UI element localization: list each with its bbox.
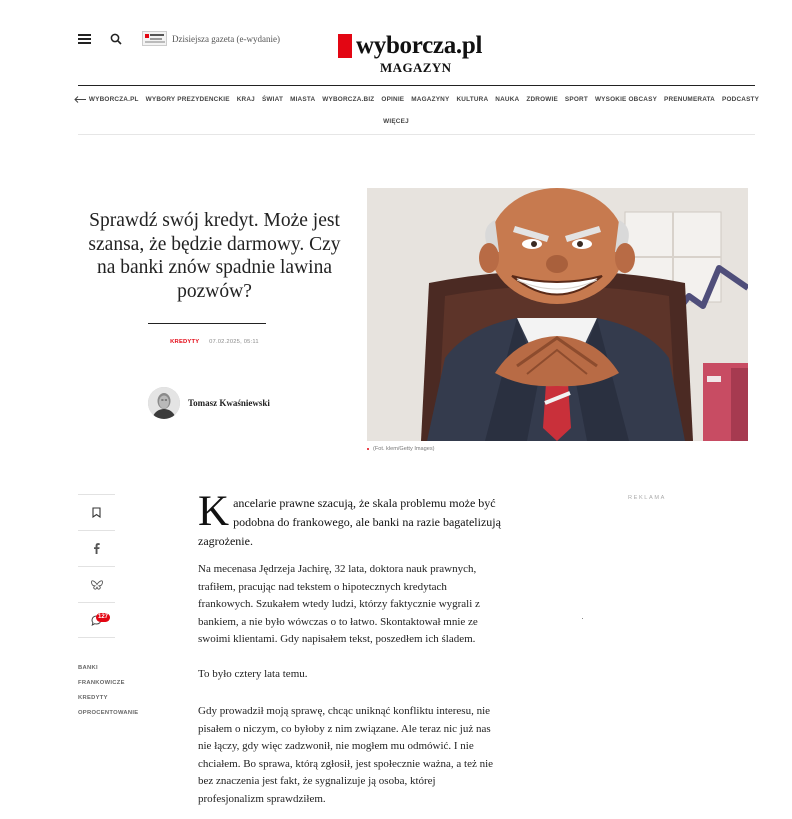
bluesky-share-button[interactable]: [78, 566, 115, 602]
nav-item[interactable]: PODCASTY: [722, 95, 760, 103]
tag-link[interactable]: FRANKOWICZE: [78, 680, 125, 686]
logo-text: wyborcza.pl: [356, 32, 483, 59]
nav-item[interactable]: SPORT: [564, 95, 588, 103]
ad-slot: [582, 618, 583, 619]
author-link[interactable]: [148, 387, 270, 419]
search-icon[interactable]: [110, 33, 122, 45]
main-nav: [78, 93, 760, 105]
section-name: MAGAZYN: [380, 60, 452, 75]
header-divider: [78, 85, 755, 86]
nav-item[interactable]: WYBORY PREZYDENCKIE: [145, 95, 230, 103]
author-name: Tomasz Kwaśniewski: [188, 398, 270, 408]
caption-text: (Fot. klem/Getty Images): [373, 446, 435, 452]
body-paragraph: Na mecenasa Jędrzeja Jachirę, 32 lata, doktora nauk prawnych, trafiłem, pracując nad tekstem o hipotecznych kredytach frankowych. Szukałem wtedy ludzi, którzy faktycznie wygrali z bankiem, a nie było wówczas o to łatwo. Skontaktował mnie ze swoimi klientami. Gdy napisałem tekst, poszedłem ich śladem.: [198, 563, 480, 645]
nav-item[interactable]: ZDROWIE: [526, 95, 558, 103]
nav-item[interactable]: PRENUMERATA: [664, 95, 716, 103]
article-lead: [198, 488, 518, 551]
title-divider: [148, 323, 266, 324]
ad-label: REKLAMA: [628, 495, 666, 501]
nav-item[interactable]: MIASTA: [290, 95, 316, 103]
site-logo[interactable]: [338, 34, 482, 58]
lead-text: ancelarie prawne szacują, że skala problemu może być podobna do frankowego, ale banki na razie bagatelizują zagrożenie.: [198, 496, 501, 548]
category-link[interactable]: KREDYTY: [170, 339, 200, 345]
nav-back-link[interactable]: [74, 96, 139, 103]
body-paragraph: Gdy prowadził moją sprawę, chcąc uniknąć konfliktu interesu, nie pisałem o niczym, co byłoby z nim związane. Ale teraz nic już nas nie łączy, gdy więc zadzwonił, nie mogłem mu odmówić. I nie chciałem. Bo sprawa, którą zgłosił, jest społecznie ważna, a też nie bez znaczenia jest fakt, że sygnalizuje ją osoba, której profesjonalizm sprawdziłem.: [198, 705, 494, 805]
epaper-link[interactable]: [142, 31, 280, 46]
tag-link[interactable]: BANKI: [78, 665, 98, 671]
publish-date: 07.02.2025, 05:11: [209, 339, 259, 345]
bluesky-icon: [91, 580, 103, 590]
tag-list: [78, 661, 138, 721]
nav-item[interactable]: OPINIE: [381, 95, 405, 103]
avatar: [148, 387, 180, 419]
drop-cap: K: [198, 488, 230, 535]
nav-item[interactable]: WYBORCZA.BIZ: [322, 95, 375, 103]
facebook-share-button[interactable]: [78, 530, 115, 566]
tag-link[interactable]: OPROCENTOWANIE: [78, 710, 139, 716]
article-meta: [78, 339, 351, 345]
bookmark-icon: [92, 507, 101, 518]
caption-bullet: [367, 448, 369, 450]
facebook-icon: [93, 543, 100, 554]
nav-item[interactable]: KRAJ: [236, 95, 255, 103]
nav-item[interactable]: MAGAZYNY: [411, 95, 450, 103]
epaper-label: Dzisiejsza gazeta (e-wydanie): [172, 33, 280, 44]
nav-more-link[interactable]: WIĘCEJ: [383, 118, 409, 125]
hero-image: [367, 188, 748, 441]
menu-icon[interactable]: [78, 34, 91, 44]
logo-mark: [338, 34, 352, 58]
nav-item[interactable]: WYSOKIE OBCASY: [594, 95, 658, 103]
body-paragraph: To było cztery lata temu.: [198, 668, 308, 680]
nav-divider: [78, 134, 755, 135]
tag-link[interactable]: KREDYTY: [78, 695, 108, 701]
comment-count-badge: 127: [98, 614, 109, 620]
newspaper-icon: [142, 31, 167, 46]
nav-item[interactable]: ŚWIAT: [261, 95, 284, 103]
arrow-left-icon: [74, 96, 86, 103]
nav-item[interactable]: NAUKA: [495, 95, 520, 103]
comments-button[interactable]: [78, 602, 115, 638]
share-toolbar: [78, 494, 115, 638]
image-caption: [367, 446, 435, 452]
bookmark-button[interactable]: [78, 494, 115, 530]
nav-back-label: WYBORCZA.PL: [88, 95, 139, 103]
article-title: Sprawdź swój kredyt. Może jest szansa, że będzie darmowy. Czy na banki znów spadnie lawina pozwów?: [88, 210, 341, 302]
nav-item[interactable]: KULTURA: [456, 95, 489, 103]
